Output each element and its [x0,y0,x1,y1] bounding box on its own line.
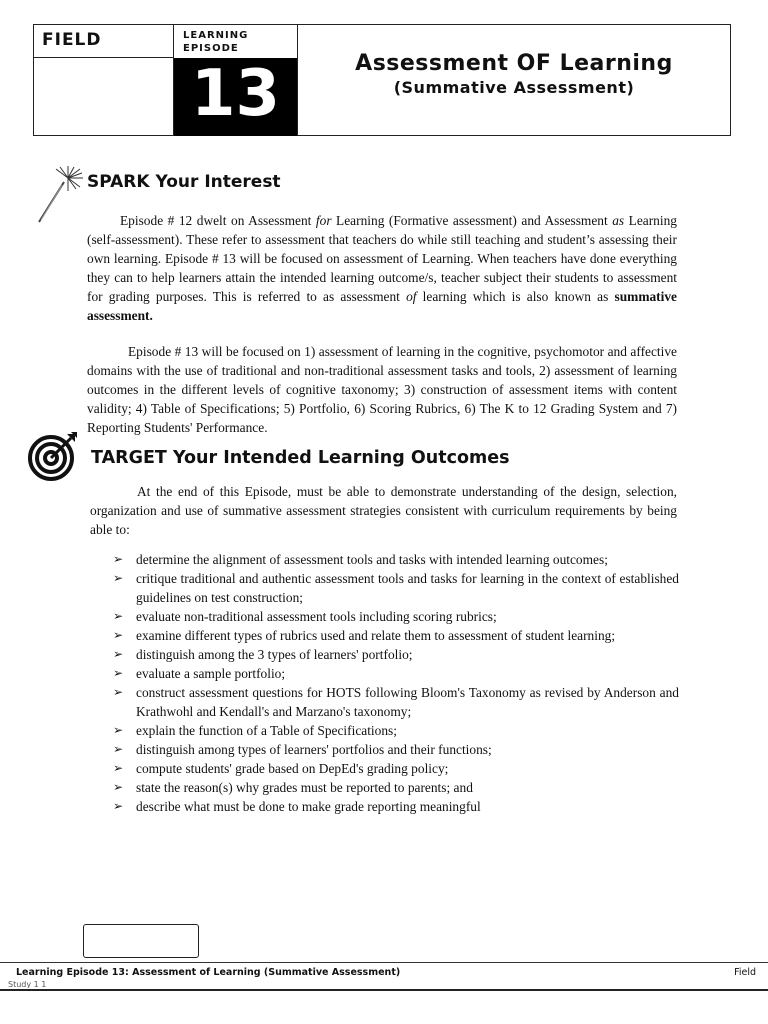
arrow-bullet-icon: ➢ [113,552,124,566]
target-heading: TARGET Your Intended Learning Outcomes [91,448,510,468]
arrow-bullet-icon: ➢ [113,609,124,623]
arrow-bullet-icon: ➢ [113,628,124,642]
arrow-bullet-icon: ➢ [113,761,124,775]
outcomes-list [113,550,679,816]
list-item: ➢ evaluate a sample portfolio; [113,666,286,681]
arrow-bullet-icon: ➢ [113,723,124,737]
sparkler-icon [36,165,86,225]
footer-bottom-rule [0,989,768,991]
episode-number: 13 [174,58,298,136]
field-blank-cell [34,58,174,136]
arrow-bullet-icon: ➢ [113,647,124,661]
learning-episode-label: LEARNING EPISODE [174,25,298,58]
title-cell [298,25,730,136]
page-subtitle: (Summative Assessment) [393,78,635,97]
arrow-bullet-icon: ➢ [113,742,124,756]
list-item: ➢ compute students' grade based on DepEd's grading policy; [113,761,449,776]
list-item: ➢ evaluate non-traditional assessment tools including scoring rubrics; [113,609,497,624]
spark-paragraph-1: Episode # 12 dwelt on Assessment for Learning (Formative assessment) and Assessment as Learning (self-assessment). These refer to assessment that teachers do while still teaching and student’s assessing their own learning. Episode # 13 will be focused on assessment of Learning. When teachers have done everything they can to help learners attain the intended learning outcome/s, teacher subject their students to assessment for grading purposes. This is referred to as assessment of learning which is also known as summative assessment. [87,213,677,323]
footer-episode-title: Learning Episode 13: Assessment of Learning (Summative Assessment) [16,967,401,978]
list-item: ➢ explain the function of a Table of Specifications; [113,723,397,738]
arrow-bullet-icon: ➢ [113,666,124,680]
arrow-bullet-icon: ➢ [113,571,124,585]
footer-clipped-text: Study 1 1 [8,980,47,988]
list-item: ➢ distinguish among types of learners' portfolios and their functions; [113,742,492,757]
spark-paragraph-2: Episode # 13 will be focused on 1) assessment of learning in the cognitive, psychomotor and affective domains with the use of traditional and non-traditional assessment tasks and tools, 2) assessment of learning outcomes in the different levels of cognitive taxonomy; 3) construction of assessment items with content validity; 4) Table of Specifications; 5) Portfolio, 6) Scoring Rubrics, 6) The K to 12 Grading System and 7) Reporting Students' Performance. [87,344,677,435]
list-item: ➢ describe what must be done to make grade reporting meaningful [113,799,481,814]
arrow-bullet-icon: ➢ [113,799,124,813]
field-label: FIELD [34,25,174,58]
spark-heading: SPARK Your Interest [87,172,281,192]
footer-divider [0,962,768,963]
list-item: ➢ construct assessment questions for HOTS following Bloom's Taxonomy as revised by Anderson and Krathwohl and Kendall's and Marzano's taxonomy; [113,685,679,719]
arrow-bullet-icon: ➢ [113,780,124,794]
page-title: Assessment OF Learning [355,51,673,76]
episode-header [33,24,731,136]
target-icon [27,430,79,482]
list-item: ➢ critique traditional and authentic assessment tools and tasks for learning in the context of established guidelines on test construction; [113,571,679,605]
target-intro: At the end of this Episode, must be able to demonstrate understanding of the design, selection, organization and use of summative assessment strategies consistent with curriculum requirements by being able to: [90,484,677,537]
list-item: ➢ examine different types of rubrics used and relate them to assessment of student learning; [113,628,616,643]
page-number-box [83,924,199,958]
arrow-bullet-icon: ➢ [113,685,124,699]
list-item: ➢ determine the alignment of assessment tools and tasks with intended learning outcomes; [113,552,608,567]
list-item: ➢ distinguish among the 3 types of learners' portfolio; [113,647,413,662]
list-item: ➢ state the reason(s) why grades must be reported to parents; and [113,780,473,795]
footer-field-label: Field [734,967,756,978]
